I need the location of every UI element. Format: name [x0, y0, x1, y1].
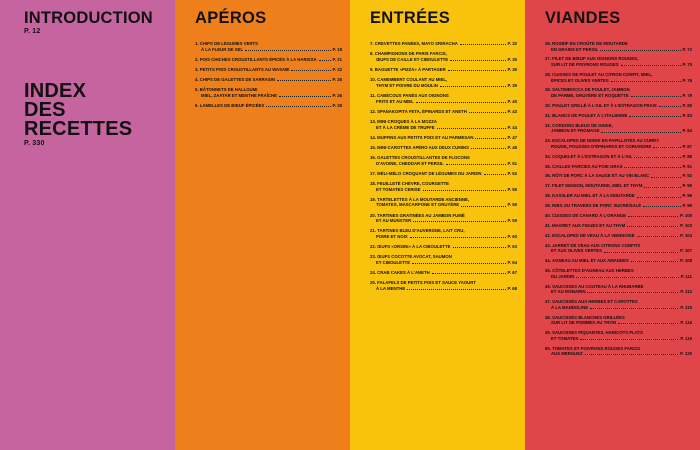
recipe-page: P. 39 — [507, 82, 517, 88]
recipe-page: P. 111 — [680, 273, 692, 279]
recipe-entry — [187, 87, 342, 98]
recipe-entry — [362, 280, 517, 291]
recipe-page: P. 64 — [507, 259, 517, 265]
recipe-title: 34. COQUELET À L'ESTRAGON ET À L'AIL — [545, 153, 633, 159]
dot-leader — [618, 323, 679, 324]
recipe-title: SUR LIT DE POMMES AU THYM — [551, 320, 616, 326]
recipe-title: ET AUX OLIVES VERTES — [551, 248, 602, 254]
recipe-row — [545, 47, 692, 53]
recipe-row — [545, 223, 692, 229]
recipe-row — [195, 57, 342, 63]
recipe-row — [545, 305, 692, 311]
entrees-column — [350, 0, 525, 450]
recipe-title: ET À LA CRÈME DE TRUFFE — [376, 124, 435, 130]
recipe-row — [545, 213, 692, 219]
dot-leader — [644, 187, 680, 188]
recipe-title: 38. KASSLER AU MIEL ET À LA MOUTARDE — [545, 193, 635, 199]
dot-leader — [291, 70, 330, 71]
recipe-entry — [537, 299, 692, 310]
recipe-row — [545, 193, 692, 199]
recipe-title: SUR LIT DE POIVRONS ROUGES — [551, 62, 619, 68]
recipe-row — [545, 128, 692, 134]
recipe-row — [370, 125, 517, 131]
dot-leader — [448, 70, 506, 71]
dot-leader — [440, 86, 506, 87]
dot-leader — [634, 157, 680, 158]
recipe-row — [195, 67, 342, 73]
recipe-page: P. 80 — [682, 102, 692, 108]
recipe-row — [370, 99, 517, 105]
dot-leader — [266, 106, 330, 107]
recipe-entry — [187, 77, 342, 83]
recipe-entry — [362, 213, 517, 224]
recipe-title: À LA MANDOLINE — [551, 304, 589, 310]
recipe-page: P. 79 — [682, 93, 692, 99]
recipe-page: P. 112 — [680, 289, 692, 295]
recipe-title: 4. CHIPS DE GALETTES DE SARRASIN — [195, 77, 275, 83]
recipe-page: P. 100 — [680, 213, 692, 219]
dot-leader — [600, 50, 680, 51]
recipe-title: DU JARDIN — [551, 273, 575, 279]
dot-leader — [601, 132, 680, 133]
recipe-page: P. 43 — [507, 108, 517, 114]
recipe-page: P. 40 — [507, 98, 517, 104]
recipe-page: P. 21 — [332, 56, 342, 62]
recipe-title: FRITS ET AU MIEL — [376, 98, 414, 104]
dot-leader — [453, 247, 506, 248]
recipe-page: P. 104 — [680, 232, 692, 238]
recipe-entry — [537, 103, 692, 109]
recipe-row — [370, 67, 517, 73]
recipe-page: P. 18 — [332, 46, 342, 52]
recipe-entry — [537, 183, 692, 189]
recipe-entry — [537, 41, 692, 52]
index-title-line2: DES RECETTES — [24, 99, 133, 140]
dot-leader — [277, 80, 331, 81]
recipe-entry — [187, 57, 342, 63]
recipe-title: MIEL, ZAATAR ET MENTHE FRAÎCHE — [201, 92, 277, 98]
recipe-page: P. 99 — [682, 203, 692, 209]
index-title-line1: INDEX — [24, 80, 87, 102]
dot-leader — [245, 50, 330, 51]
recipe-title: DE PARME, GRUYÈRE ET ROQUETTE — [551, 93, 629, 99]
dot-leader — [475, 138, 505, 139]
dot-leader — [319, 60, 331, 61]
recipe-entry — [537, 330, 692, 341]
recipe-page: P. 75 — [682, 62, 692, 68]
recipe-entry — [362, 93, 517, 104]
recipe-page: P. 83 — [682, 112, 692, 118]
dot-leader — [416, 102, 506, 103]
introduction-page: P. 12 — [24, 28, 41, 35]
recipe-title: AUX MERGUEZ — [551, 351, 583, 357]
dot-leader — [643, 206, 680, 207]
recipe-page: P. 115 — [680, 304, 692, 310]
recipe-title: ROUGE, POUSSES D'ÉPINARDS ET CORIANDRE — [551, 143, 652, 149]
dot-leader — [590, 308, 678, 309]
recipe-page: P. 92 — [682, 173, 692, 179]
dot-leader — [624, 167, 680, 168]
recipe-title: D'AVOINE, CHEDDAR ET PERSIL — [376, 160, 444, 166]
recipe-entry — [537, 154, 692, 160]
recipe-title: 43. JARRET DE VEAU AUX CITRONS CONFITS — [545, 242, 641, 248]
recipe-title: 22. ŒUFS «ORSINI» À LA CIBOULETTE — [370, 244, 451, 250]
recipe-entry — [362, 119, 517, 130]
dot-leader — [629, 116, 680, 117]
recipe-entry — [362, 228, 517, 239]
recipe-page: P. 22 — [332, 66, 342, 72]
recipe-page: P. 68 — [507, 285, 517, 291]
recipe-entry — [537, 258, 692, 264]
aperos-list — [187, 41, 342, 109]
recipe-title: 5. BÂTONNETS DE HALLOUMI — [195, 87, 258, 93]
recipe-page: P. 59 — [507, 218, 517, 224]
dot-leader — [631, 261, 678, 262]
recipe-title: 48. SAUCISSES BLANCHES GRILLÉES — [545, 314, 625, 320]
viandes-heading: VIANDES — [545, 9, 621, 27]
recipe-row — [545, 93, 692, 99]
dot-leader — [631, 96, 681, 97]
dot-leader — [651, 177, 680, 178]
recipe-title: TOMATES, MASCARPONE ET GRUYÈRE — [376, 202, 460, 208]
recipe-row — [545, 78, 692, 84]
recipe-page: P. 116 — [680, 320, 692, 326]
recipe-row — [370, 57, 517, 63]
dot-leader — [621, 65, 681, 66]
recipe-row — [370, 161, 517, 167]
recipe-entry — [362, 41, 517, 47]
recipe-row — [545, 274, 692, 280]
dot-leader — [450, 60, 505, 61]
recipe-row — [370, 218, 517, 224]
recipe-title: ET CIBOULETTE — [376, 259, 411, 265]
entrees-list — [362, 41, 517, 292]
recipe-title: ET TOMATES CERISE — [376, 186, 421, 192]
recipe-entry — [362, 109, 517, 115]
dot-leader — [585, 354, 678, 355]
recipe-title: 3. PETITS POIS CROUSTILLANTS AU WASABI — [195, 66, 290, 72]
recipe-entry — [537, 233, 692, 239]
recipe-title: 47. SAUCISSES AUX HERBES ET CAROTTES — [545, 299, 638, 305]
recipe-page: P. 119 — [680, 335, 692, 341]
recipe-title: 33. ESCALOPES DE DINDE EN PAPILLOTES AU CURRY — [545, 138, 659, 144]
dot-leader — [580, 339, 678, 340]
recipe-page: P. 44 — [507, 124, 517, 130]
recipe-row — [370, 244, 517, 250]
viandes-column — [525, 0, 700, 450]
recipe-row — [195, 77, 342, 83]
recipe-page: P. 88 — [682, 153, 692, 159]
recipe-row — [545, 103, 692, 109]
recipe-page: P. 107 — [680, 248, 692, 254]
recipe-title: 26. ROSBIF EN CROÛTE DE MOUTARDE — [545, 41, 628, 46]
recipe-page: P. 103 — [680, 222, 692, 228]
recipe-title: JAMBON ET FROMAGE — [551, 128, 600, 134]
recipe-entry — [537, 123, 692, 134]
recipe-title: 13. MINI-CROQUES À LA MOZZA — [370, 118, 437, 124]
recipe-entry — [537, 72, 692, 83]
recipe-title: 15. MINI-CAROTTES APÉRO AUX DEUX CUMINS — [370, 144, 469, 150]
dot-leader — [412, 263, 505, 264]
dot-leader — [653, 147, 680, 148]
dot-leader — [437, 128, 506, 129]
recipe-row — [370, 145, 517, 151]
dot-leader — [469, 112, 506, 113]
recipe-row — [545, 351, 692, 357]
recipe-entry — [187, 41, 342, 52]
recipe-entry — [537, 213, 692, 219]
recipe-title: 24. CRAB CAKES À L'ANETH — [370, 270, 430, 276]
recipe-row — [545, 320, 692, 326]
recipe-entry — [362, 135, 517, 141]
recipe-title: 37. FILET MIGNON, MOUTARDE, MIEL ET THYM — [545, 183, 643, 189]
recipe-page: P. 60 — [507, 233, 517, 239]
recipe-entry — [362, 155, 517, 166]
dot-leader — [628, 216, 678, 217]
recipe-title: 40. CUISSES DE CANARD À L'ORANGE — [545, 213, 627, 219]
recipe-title: 30. POULET GRILLÉ À L'AIL ET À L'ESTRAGON FRAIS — [545, 102, 657, 108]
recipe-row — [195, 47, 342, 53]
recipe-title: 8. CHAMPIGNONS DE PARIS FARCIS, — [370, 51, 447, 57]
recipe-entry — [362, 51, 517, 62]
recipe-page: P. 55 — [507, 186, 517, 192]
dot-leader — [460, 44, 506, 45]
dot-leader — [604, 252, 678, 253]
recipe-entry — [537, 284, 692, 295]
recipe-title: ET TOMATES — [551, 335, 579, 341]
viandes-list — [537, 41, 692, 357]
dot-leader — [587, 292, 678, 293]
recipe-entry — [362, 254, 517, 265]
recipe-page: P. 32 — [507, 41, 517, 46]
recipe-title: 41. MAGRET AUX FIGUES ET AU THYM — [545, 222, 626, 228]
recipe-title: 31. BLANCS DE POULET À L'ITALIENNE — [545, 112, 628, 118]
recipe-entry — [537, 243, 692, 254]
recipe-title: 18. FEUILLETÉ CHÈVRE, COURGETTE — [370, 181, 450, 187]
recipe-title: 45. CÔTELETTES D'AGNEAU AUX HERBES — [545, 268, 634, 274]
recipe-entry — [362, 171, 517, 177]
recipe-title: 23. ŒUFS COCOTTE AVOCAT, SAUMON — [370, 254, 452, 260]
recipe-entry — [362, 67, 517, 73]
recipe-row — [545, 289, 692, 295]
recipe-title: 17. MÉLI-MÉLO CROQUANT DE LÉGUMES DU JARDIN — [370, 170, 482, 176]
recipe-row — [370, 202, 517, 208]
recipe-row — [195, 103, 342, 109]
recipe-entry — [537, 173, 692, 179]
recipe-entry — [362, 77, 517, 88]
recipe-page: P. 52 — [507, 170, 517, 176]
recipe-title: 35. CAILLES FARCIES AU FOIE GRAS — [545, 163, 623, 169]
recipe-page: P. 96 — [682, 193, 692, 199]
recipe-title: 7. CREVETTES PANÉES, MAYO SRIRACHA — [370, 41, 458, 46]
recipe-row — [545, 258, 692, 264]
recipe-row — [545, 164, 692, 170]
recipe-page: P. 35 — [507, 56, 517, 62]
recipe-row — [370, 234, 517, 240]
recipe-title: 36. RÔTI DE PORC À LA SAUGE ET AU VIN BLANC — [545, 173, 650, 179]
introduction-title: INTRODUCTION — [24, 9, 153, 27]
recipe-title: À LA FLEUR DE SEL — [201, 46, 244, 52]
recipe-title: 28. CUISSES DE POULET AU CITRON CONFIT, MIEL, — [545, 71, 653, 77]
dot-leader — [627, 226, 678, 227]
recipe-title: 16. GALETTES CROUSTILLANTES DE FLOCONS — [370, 155, 470, 161]
recipe-row — [545, 183, 692, 189]
recipe-title: 49. SAUCISSES PIQUANTES, HARICOTS PLATS — [545, 330, 644, 336]
recipe-entry — [537, 203, 692, 209]
intro-column — [0, 0, 175, 450]
recipe-page: P. 25 — [332, 77, 342, 83]
recipe-row — [545, 248, 692, 254]
recipe-row — [545, 336, 692, 342]
recipe-page: P. 29 — [332, 103, 342, 109]
recipe-title: EN GRAINS ET PERSIL — [551, 46, 599, 52]
recipe-row — [545, 144, 692, 150]
recipe-page: P. 84 — [682, 128, 692, 134]
dot-leader — [471, 148, 506, 149]
recipe-title: À LA MENTHE — [376, 285, 406, 291]
recipe-page: P. 72 — [682, 46, 692, 52]
dot-leader — [413, 221, 505, 222]
recipe-entry — [537, 138, 692, 149]
recipe-page: P. 91 — [682, 163, 692, 169]
recipe-page: P. 87 — [682, 143, 692, 149]
recipe-entry — [362, 145, 517, 151]
recipe-page: P. 95 — [682, 183, 692, 189]
recipe-row — [370, 135, 517, 141]
recipe-row — [545, 62, 692, 68]
dot-leader — [659, 106, 681, 107]
recipe-entry — [362, 244, 517, 250]
recipe-entry — [537, 268, 692, 279]
dot-leader — [484, 174, 506, 175]
recipe-row — [545, 173, 692, 179]
recipe-row — [370, 83, 517, 89]
dot-leader — [279, 96, 331, 97]
recipe-title: 20. TARTINES GRATINÉES AU JAMBON FUMÉ — [370, 212, 465, 218]
recipe-row — [195, 93, 342, 99]
recipe-row — [370, 270, 517, 276]
dot-leader — [407, 289, 505, 290]
recipe-page: P. 47 — [507, 134, 517, 140]
recipe-title: ET AU ROMARIN — [551, 289, 586, 295]
recipe-page: P. 108 — [680, 258, 692, 264]
recipe-title: 42. ESCALOPES DE VEAU À LA VIENNOISE — [545, 232, 635, 238]
recipe-title: 11. CABÉCOUS PANÉS AUX OIGNONS — [370, 92, 449, 98]
recipe-row — [370, 109, 517, 115]
index-title — [24, 82, 175, 139]
dot-leader — [432, 273, 506, 274]
recipe-entry — [537, 164, 692, 170]
dot-leader — [637, 197, 681, 198]
recipe-entry — [537, 193, 692, 199]
recipe-title: POIRE ET NOIX — [376, 233, 408, 239]
recipe-row — [370, 41, 517, 47]
recipe-title: 46. SAUCISSES AU COUTEAU À LA RHUBARBE — [545, 283, 644, 289]
recipe-entry — [537, 223, 692, 229]
recipe-entry — [187, 103, 342, 109]
dot-leader — [611, 81, 681, 82]
recipe-title: ÉPICES ET OLIVES VERTES — [551, 77, 609, 83]
recipe-title: 44. AGNEAU AU MIEL ET AUX AMANDES — [545, 258, 629, 264]
recipe-row — [545, 203, 692, 209]
dot-leader — [637, 236, 679, 237]
aperos-heading: APÉROS — [195, 9, 267, 27]
recipe-entry — [362, 181, 517, 192]
recipe-entry — [362, 197, 517, 208]
recipe-title: ET AU MUNSTER — [376, 218, 412, 224]
recipe-page: P. 56 — [507, 202, 517, 208]
recipe-title: 27. FILET DE BŒUF AUX OIGNONS ROUGES, — [545, 56, 639, 62]
recipe-row — [370, 171, 517, 177]
recipe-title: 39. RIBS OU TRAVERS DE PORC SUCRÉ/SALÉ — [545, 203, 642, 209]
recipe-page: P. 67 — [507, 270, 517, 276]
recipe-title: 14. MUFFINS AUX PETITS POIS ET AU PARMESAN — [370, 134, 474, 140]
recipe-title: 32. CORDONS BLEUS DE DINDE, — [545, 122, 613, 128]
dot-leader — [410, 237, 506, 238]
recipe-row — [545, 113, 692, 119]
recipe-title: 6. LAMELLES DE BŒUF ÉPICÉES — [195, 103, 265, 109]
recipe-row — [545, 233, 692, 239]
recipe-entry — [362, 270, 517, 276]
dot-leader — [446, 164, 506, 165]
recipe-entry — [187, 67, 342, 73]
aperos-column — [175, 0, 350, 450]
recipe-page: P. 51 — [507, 160, 517, 166]
dot-leader — [423, 190, 506, 191]
index-page: P. 330 — [24, 140, 45, 147]
recipe-title: 1. CHIPS DE LÉGUMES VERTS — [195, 41, 259, 46]
recipe-title: 9. BAGUETTE «PIZZA» À PARTAGER — [370, 66, 446, 72]
recipe-title: 29. SALTIMBOCCA DE POULET, JAMBON — [545, 87, 630, 93]
recipe-title: 21. TARTINES BLEU D'AUVERGNE, LAIT CRU, — [370, 228, 465, 234]
recipe-title: 19. TARTELETTES À LA MOUTARDE ANCIENNE, — [370, 196, 470, 202]
entrees-heading: ENTRÉES — [370, 9, 451, 27]
recipe-entry — [537, 113, 692, 119]
recipe-entry — [537, 315, 692, 326]
recipe-title: 25. FALAFELS DE PETITS POIS ET SAUCE YAOURT — [370, 280, 477, 286]
recipe-title: 2. POIS CHICHES CROUSTILLANTS ÉPICÉS À LA HARISSA — [195, 56, 317, 62]
recipe-title: ŒUFS DE CAILLE ET CIBOULETTE — [376, 56, 449, 62]
dot-leader — [461, 206, 505, 207]
recipe-page: P. 26 — [332, 92, 342, 98]
recipe-page: P. 36 — [507, 66, 517, 72]
dot-leader — [576, 277, 678, 278]
recipe-page: P. 48 — [507, 144, 517, 150]
recipe-page: P. 63 — [507, 244, 517, 250]
recipe-entry — [537, 87, 692, 98]
recipe-entry — [537, 56, 692, 67]
recipe-page: P. 76 — [682, 77, 692, 83]
recipe-entry — [537, 346, 692, 357]
recipe-row — [370, 187, 517, 193]
recipe-row — [370, 260, 517, 266]
recipe-title: 50. TOMATES ET POIVRONS ROUGES FARCIS — [545, 345, 641, 351]
recipe-title: THYM ET POIVRE DU MOULIN — [376, 82, 438, 88]
recipe-title: 12. SPANAKOPITA FETA, ÉPINARDS ET ANETH — [370, 108, 467, 114]
recipe-row — [370, 286, 517, 292]
recipe-page: P. 120 — [680, 351, 692, 357]
recipe-row — [545, 154, 692, 160]
recipe-title: 10. CAMEMBERT COULANT AU MIEL, — [370, 77, 448, 83]
